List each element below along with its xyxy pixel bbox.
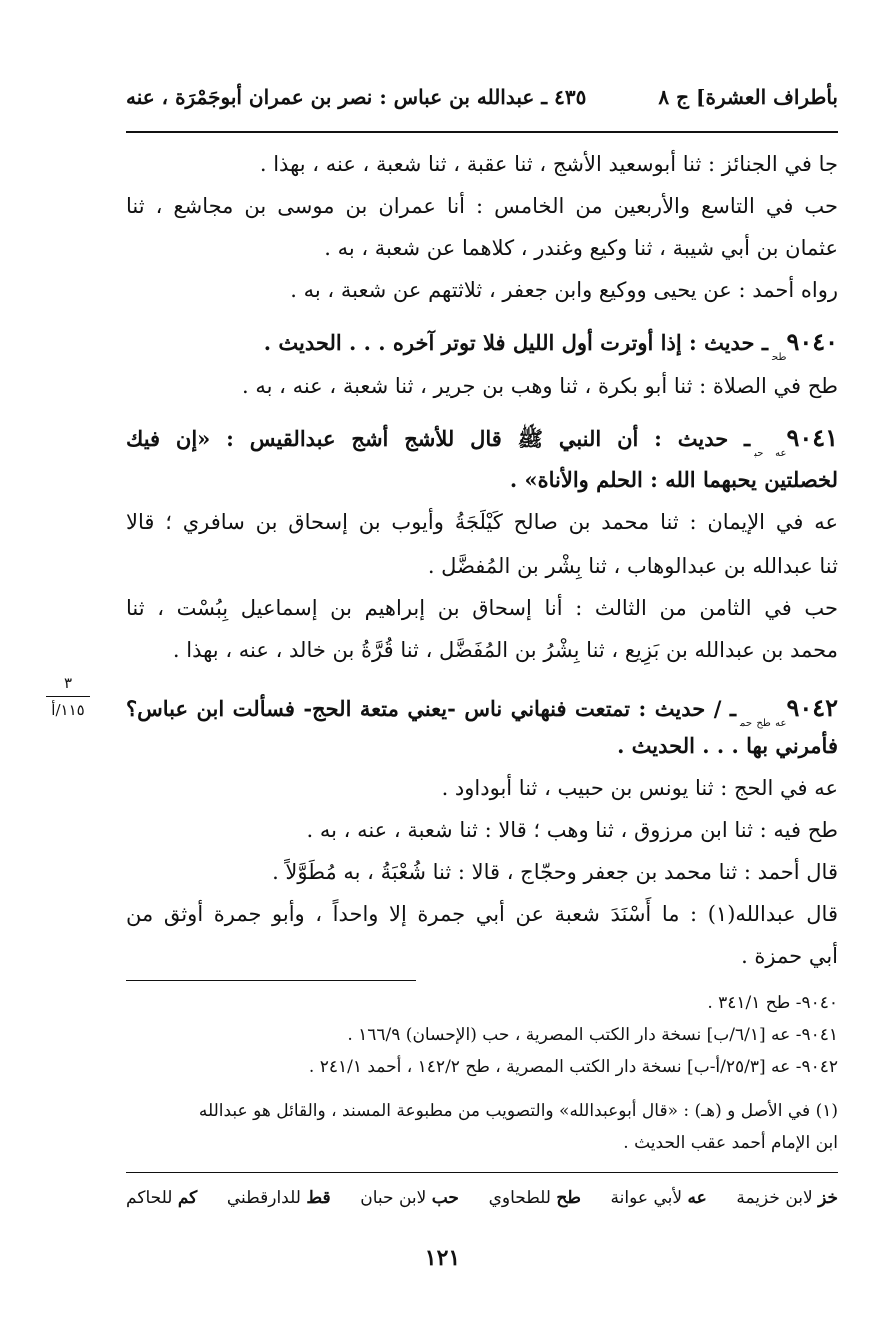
- hadith-text-cont: لخصلتين يحبهما الله : الحلم والأناة» .: [509, 467, 838, 492]
- text-line: عثمان بن أبي شيبة ، ثنا وكيع وغندر ، كلاهما عن شعبة ، به .: [324, 236, 838, 260]
- source-sigla: عه حب: [754, 448, 787, 459]
- text-line: حب في التاسع والأربعين من الخامس : أنا عمران بن موسى بن مجاشع ، ثنا: [126, 194, 838, 218]
- abbreviation-code: عه: [687, 1188, 707, 1208]
- manuscript-folio-note: [38, 672, 98, 721]
- text-line: أبي حمزة .: [741, 944, 838, 968]
- abbreviation-code: كم: [177, 1188, 198, 1208]
- abbreviation-desc: للدارقطني: [226, 1188, 301, 1208]
- text-line: [617, 726, 838, 766]
- abbreviation-item: [227, 1188, 331, 1208]
- footnote: (١) في الأصل و (هـ) : «قال أبوعبدالله» والتصويب من مطبوعة المسند ، والقائل هو عبدالله: [198, 1101, 838, 1121]
- abbreviation-item: [736, 1188, 838, 1208]
- folio-top: ٣: [63, 674, 73, 692]
- abbreviation-item: [611, 1188, 707, 1208]
- folio-bottom: ١١٥/أ: [51, 701, 85, 719]
- abbreviation-desc: لابن خزيمة: [736, 1188, 813, 1208]
- source-sigla: طح: [772, 352, 787, 363]
- text-line: حب في الثامن من الثالث : أنا إسحاق بن إبراهيم بن إسماعيل بِبُسْت ، ثنا: [126, 596, 838, 620]
- text-line: عه في الإيمان : ثنا محمد بن صالح كَيْلَجَةُ وأيوب بن إسحاق بن سافري ؛ قالا: [126, 510, 838, 534]
- hadith-number: ٩٠٤٠: [786, 327, 838, 356]
- header-rule: [126, 131, 838, 133]
- hadith-heading-9042: [126, 688, 838, 728]
- hadith-heading-9041: [126, 418, 838, 458]
- text-line: قال عبدالله(١) : ما أَسْنَدَ شعبة عن أبي جمرة إلا واحداً ، وأبو جمرة أوثق من: [126, 902, 838, 926]
- abbreviation-code: حب: [431, 1188, 459, 1208]
- hadith-text: ـ / حديث : تمتعت فنهاني ناس -يعني متعة الحج- فسألت ابن عباس؟: [126, 696, 737, 721]
- page-number: ١٢١: [424, 1245, 461, 1271]
- text-line: رواه أحمد : عن يحيى ووكيع وابن جعفر ، ثلاثتهم عن شعبة ، به .: [290, 278, 838, 302]
- hadith-text: ـ حديث : إذا أوترت أول الليل فلا توتر آخره . . . الحديث .: [263, 330, 769, 355]
- hadith-heading-9040: [264, 322, 838, 362]
- text-line: محمد بن عبدالله بن بَزِيع ، ثنا بِشْرُ بن المُفَضَّل ، ثنا قُرَّةُ بن خالد ، عنه ، بهذا .: [172, 638, 838, 662]
- running-header: [126, 80, 838, 114]
- abbreviation-desc: لابن حبان: [360, 1188, 427, 1208]
- footnote: ٩٠٤١- عه [٦/١/ب] نسخة دار الكتب المصرية ، حب (الإحسان) ١٦٦/٩ .: [347, 1025, 838, 1045]
- text-line: طح في الصلاة : ثنا أبو بكرة ، ثنا وهب بن جرير ، ثنا شعبة ، عنه ، به .: [242, 374, 838, 398]
- text-line: طح فيه : ثنا ابن مرزوق ، ثنا وهب ؛ قالا : ثنا شعبة ، عنه ، به .: [306, 818, 838, 842]
- abbreviation-code: قط: [306, 1188, 331, 1208]
- abbreviation-item: [126, 1188, 197, 1208]
- abbreviations-rule: [126, 1172, 838, 1173]
- footnote: ابن الإمام أحمد عقب الحديث .: [623, 1133, 838, 1153]
- abbreviation-desc: للطحاوي: [488, 1188, 551, 1208]
- abbreviation-item: [489, 1188, 581, 1208]
- folio-divider: [46, 696, 90, 697]
- footnote: ٩٠٤٢- عه [٢٥/٣/أ-ب] نسخة دار الكتب المصرية ، طح ١٤٢/٢ ، أحمد ٢٤١/١ .: [308, 1057, 838, 1077]
- abbreviation-item: [360, 1188, 459, 1208]
- abbreviation-desc: للحاكم: [126, 1188, 173, 1208]
- abbreviation-desc: لأبي عوانة: [610, 1188, 683, 1208]
- text-line: عه في الحج : ثنا يونس بن حبيب ، ثنا أبوداود .: [441, 776, 838, 800]
- hadith-text: ـ حديث : أن النبي ﷺ قال للأشج أشج عبدالقيس : «إن فيك: [126, 426, 751, 451]
- text-line: جا في الجنائز : ثنا أبوسعيد الأشج ، ثنا عقبة ، ثنا شعبة ، عنه ، بهذا .: [259, 152, 838, 176]
- header-title: ٤٣٥ ـ عبدالله بن عباس : نصر بن عمران أبوجَمْرَة ، عنه: [126, 85, 587, 109]
- abbreviation-code: طح: [556, 1188, 581, 1208]
- hadith-text-cont: فأمرني بها . . . الحديث .: [617, 733, 838, 758]
- abbreviation-code: خز: [818, 1188, 838, 1208]
- text-line: ثنا عبدالله بن عبدالوهاب ، ثنا بِشْر بن المُفضَّل .: [427, 554, 838, 578]
- hadith-number: ٩٠٤٢: [786, 693, 839, 722]
- text-line: [510, 460, 838, 500]
- header-volume: بأطراف العشرة] ج ٨: [658, 85, 838, 109]
- abbreviations-key: [126, 1188, 838, 1208]
- footnote: ٩٠٤٠- طح ٣٤١/١ .: [707, 993, 838, 1013]
- footnote-rule: [126, 980, 416, 981]
- hadith-number: ٩٠٤١: [786, 423, 838, 452]
- source-sigla: عه طح حم: [740, 718, 787, 729]
- text-line: قال أحمد : ثنا محمد بن جعفر وحجّاج ، قالا : ثنا شُعْبَةُ ، به مُطَوَّلاً .: [272, 860, 838, 884]
